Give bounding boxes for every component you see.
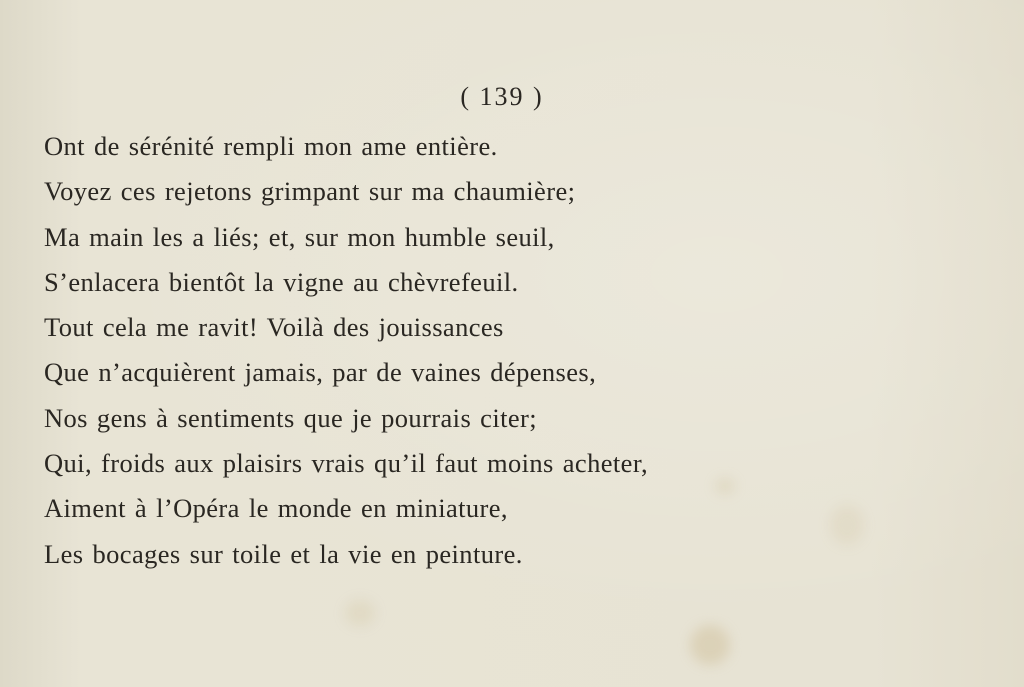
- page-number: ( 139 ): [460, 82, 544, 111]
- poem-line: Voyez ces rejetons grimpant sur ma chaumière;: [44, 176, 576, 207]
- paper-stain: [715, 478, 735, 494]
- poem-line: Tout cela me ravit! Voilà des jouissances: [44, 312, 504, 343]
- poem-line: Nos gens à sentiments que je pourrais citer;: [44, 402, 538, 433]
- poem-line: Ma main les a liés; et, sur mon humble seuil,: [44, 221, 555, 252]
- poem-line: S’enlacera bientôt la vigne au chèvrefeuil.: [44, 266, 519, 297]
- poem-line: Ont de sérénité rempli mon ame entière.: [44, 131, 498, 161]
- poem-line: Les bocages sur toile et la vie en peinture.: [44, 538, 523, 569]
- paper-stain: [830, 505, 864, 545]
- paper-stain: [690, 625, 730, 665]
- poem-line: Aiment à l’Opéra le monde en miniature,: [44, 493, 508, 524]
- poem-line: Qui, froids aux plaisirs vrais qu’il faut moins acheter,: [44, 448, 649, 479]
- paper-stain: [345, 600, 375, 626]
- poem-line: Que n’acquièrent jamais, par de vaines dépenses,: [44, 357, 597, 388]
- poem-text: [44, 124, 648, 577]
